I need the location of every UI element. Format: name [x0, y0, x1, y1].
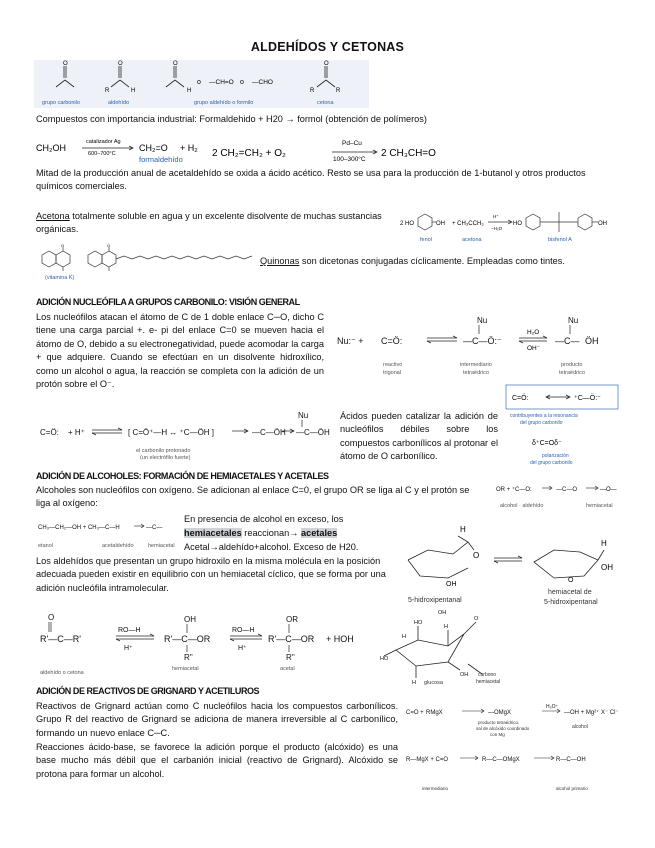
- svg-text:C=O +: C=O +: [406, 710, 424, 716]
- svg-text:—C—ÖH: —C—ÖH: [252, 428, 286, 437]
- mech-label-intermediario: intermediario: [460, 362, 492, 368]
- mech-label-tetraedrico-2: tetraédrico: [559, 370, 585, 376]
- functional-groups-figure: [34, 60, 369, 108]
- cho-double-bond: —CH=O: [209, 79, 234, 86]
- svg-text:OH: OH: [436, 221, 445, 227]
- exceso-line-3: Acetal→aldehído+alcohol. Exceso de H20.: [184, 542, 359, 552]
- hemiacetal-rpp: R'': [184, 653, 193, 662]
- svg-text:⁺C—Ö:⁻: ⁺C—Ö:⁻: [574, 395, 601, 402]
- exceso-line-2: [184, 527, 399, 540]
- svg-text:C=Ö:: C=Ö:: [40, 428, 59, 437]
- cyclic-hemiacetal-figure: [398, 520, 626, 608]
- label-fenol: fenol: [420, 237, 432, 243]
- formaldehido-cat-bottom: 600–700°C: [88, 151, 116, 157]
- svg-text:hemiacetal: hemiacetal: [586, 503, 613, 509]
- resonance-label-1: contribuyentes a la resonancia: [510, 413, 578, 419]
- formaldehido-product: CH₂=O: [139, 143, 168, 153]
- acetona-text: totalmente soluble en agua y un excelente disolvente de muchas sustancias orgánicas.: [36, 211, 382, 235]
- acetaldehido-cat-top: Pd–Cu: [342, 140, 362, 147]
- label-acetona-fig: acetona: [462, 237, 482, 243]
- svg-text:H: H: [187, 88, 192, 94]
- svg-text:H: H: [402, 634, 406, 640]
- svg-text:OR + ⁺C—O:: OR + ⁺C—O:: [496, 487, 532, 493]
- grignard-eq2-intermediate: R—C—OMgX: [482, 757, 520, 763]
- grignard-product: —OH + Mg²⁺ X⁻ Cl⁻: [564, 710, 619, 716]
- industrial-line: Compuestos con importancia industrial: Formaldehido + H20 → formol (obtención de polímeros): [36, 114, 427, 124]
- ring-h-left: H: [460, 525, 466, 534]
- svg-text:O: O: [474, 616, 479, 622]
- page-title: ALDEHÍDOS Y CETONAS: [250, 40, 405, 54]
- svg-text:—C—ÖH: —C—ÖH: [296, 428, 330, 437]
- mech-ohm: OH⁻: [527, 345, 541, 352]
- ciclico-paragraph: Los aldehídos que presentan un grupo hidroxilo en la misma molécula en la posición adecuada pueden existir en equilibrio con un hemiacetal cíclico, que se forma por una adición nucleófila intramolecular.: [36, 556, 386, 593]
- nucleofila-paragraph: Los nucleófilos atacan el átomo de C de 1 doble enlace C─O, dicho C tiene una carga parcial +. e- pi del enlace C=0 se mueven hacia el átomo de O, debido a su electronegatividad, puede acomodar la carga + que adquiere. Cuando se efectúan en un disolvente hidroxílico, como un alcohol o agua, la reacción se completa con la adición de un protón sobre el O⁻.: [36, 312, 324, 390]
- svg-text:+ H⁺: + H⁺: [68, 428, 85, 437]
- svg-text:etanol: etanol: [38, 543, 53, 549]
- hemiacetal-small-figure: [494, 469, 624, 511]
- hemiacetal-equation-figure: [36, 511, 182, 555]
- or-word: o: [240, 79, 244, 86]
- svg-text:OH: OH: [598, 221, 607, 227]
- bisphenol-cond-top: H⁺: [493, 214, 499, 219]
- svg-text:H: H: [412, 680, 416, 686]
- svg-text:hemiacetal: hemiacetal: [148, 543, 175, 549]
- reaccionan-text: reaccionan→: [241, 528, 301, 538]
- svg-text:O: O: [61, 243, 65, 248]
- svg-text:O: O: [107, 243, 111, 248]
- ring-oh-right: OH: [601, 563, 613, 572]
- svg-text:C=Ö:: C=Ö:: [512, 395, 529, 402]
- cho-condensed: —CHO: [252, 79, 273, 86]
- resonance-label-2: del grupo carbonilo: [520, 420, 563, 426]
- acetal-reactant: R'—C—R': [40, 634, 81, 644]
- grignard-alcohol-label: alcohol: [572, 724, 588, 730]
- hemiacetales-term: hemiacetales: [184, 528, 242, 538]
- svg-text:—C—: —C—: [146, 525, 163, 531]
- ring-label-left: 5-hidroxipentanal: [408, 597, 462, 604]
- svg-text:[ C=Ö⁺—H ↔ ⁺C—ÖH ]: [ C=Ö⁺—H ↔ ⁺C—ÖH ]: [128, 428, 215, 437]
- polarization-label-2: del grupo carbonilo: [530, 460, 573, 466]
- acetal-or: OR: [286, 615, 298, 624]
- svg-text:(vitamina K): (vitamina K): [45, 275, 75, 281]
- formaldehido-cat-top: catalizador Ag: [86, 139, 121, 145]
- ring-o-left: O: [473, 551, 480, 560]
- svg-text:δ⁺C=Oδ⁻: δ⁺C=Oδ⁻: [532, 440, 562, 447]
- acetaldehido-paragraph: Mitad de la producción anual de acetaldehído se oxida a ácido acético. Resto se usa para la producción de 1-butanol y otros productos químicos comerciales.: [36, 168, 586, 192]
- quinones-figure: [36, 243, 261, 283]
- acetona-paragraph: [36, 210, 396, 237]
- mech-nu-1: Nu: [477, 316, 488, 325]
- acidos-paragraph: Ácidos pueden catalizar la adición de nucleófilos débiles sobre los compuestos carbonílicos al protonar el átomo de O carbonílico.: [340, 411, 498, 462]
- hemiacetal-formula: R'—C—OR: [164, 634, 211, 644]
- svg-text:+ CH₃CCH₃: + CH₃CCH₃: [452, 221, 484, 227]
- bisphenol-cond-bottom: −H₂O: [491, 226, 503, 231]
- svg-text:Nu: Nu: [298, 411, 309, 420]
- grignard-alcohol2-label: alcohol primario: [556, 786, 588, 791]
- mech-label-reactivo: reactivo: [383, 362, 403, 368]
- grignard-paragraph-1: Reactivos de Grignard actúan como C nucleófilos hacia los compuestos carbonílicos. Grupo R del reactivo de Grignard se adiciona de manera irreversible al C carbonílico, formando un nuevo enlace C─C.: [36, 701, 398, 738]
- alcoholes-paragraph: Alcoholes son nucleófilos con oxígeno. Se adicionan al enlace C=0, el grupo OR se liga al C y el protón se liga al oxígeno:: [36, 485, 470, 509]
- heading-adicion-nucleofila: ADICIÓN NUCLEÓFILA A GRUPOS CARBONILO: VISIÓN GENERAL: [36, 297, 300, 307]
- svg-text:O: O: [63, 61, 68, 67]
- acetal-reagent2-top: RO—H: [232, 627, 255, 634]
- hemiacetal-oh: OH: [184, 615, 196, 624]
- svg-text:HO: HO: [414, 620, 423, 626]
- glucose-carbono-label: carbono: [478, 672, 497, 678]
- svg-text:HO: HO: [380, 656, 389, 662]
- svg-text:C=Ö:: C=Ö:: [381, 336, 403, 346]
- quinonas-term: Quinonas: [260, 256, 300, 266]
- svg-text:O: O: [118, 61, 123, 67]
- acid-label-2: (un electrófilo fuerte): [140, 455, 191, 461]
- svg-text:—C—: —C—: [555, 336, 580, 346]
- glucose-hemiacetal-label: hemiacetal: [476, 679, 501, 685]
- svg-text:H: H: [131, 88, 136, 94]
- label-grupo-formilo: grupo aldehído o formilo: [194, 100, 254, 106]
- quinonas-text: son dicetonas conjugadas cíclicamente. Empleadas como tintes.: [299, 256, 565, 266]
- ring-h-right: H: [601, 539, 607, 548]
- svg-text:R: R: [336, 88, 341, 94]
- svg-text:—O—: —O—: [600, 487, 617, 493]
- bisphenol-figure: [398, 208, 623, 246]
- svg-text:CH₃—CH₂—OH + CH₃—C—H: CH₃—CH₂—OH + CH₃—C—H: [38, 525, 120, 531]
- acetaldehido-product: 2 CH₃CH=O: [381, 148, 436, 159]
- acid-label-1: el carbonilo protonado: [136, 448, 191, 454]
- acid-catalysis-figure: [36, 408, 334, 468]
- mech-label-tetraedrico-1: tetraédrico: [463, 370, 489, 376]
- svg-text:acetaldehído: acetaldehído: [102, 543, 134, 549]
- general-mechanism-figure: [333, 310, 623, 382]
- svg-text:O: O: [324, 61, 329, 67]
- grignard-paragraph-2: Reacciones ácido-base, se favorece la adición porque el producto (alcóxido) es una base mucho más débil que el carbanión inicial (reactivo de Grignard). Alcóxido se protona para formar un alcohol.: [36, 742, 398, 779]
- svg-text:—C—Ö:⁻: —C—Ö:⁻: [463, 336, 502, 346]
- label-cetona: cetona: [317, 100, 334, 106]
- svg-text:alcohol · aldehído: alcohol · aldehído: [500, 503, 544, 509]
- polarization-label-1: polarización: [542, 453, 569, 459]
- acetal-rpp: R'': [286, 653, 295, 662]
- formaldehido-label: formaldehído: [139, 155, 183, 164]
- grignard-caption-c: con Mg: [490, 732, 505, 737]
- acetal-reagent-bottom: H⁺: [124, 645, 133, 652]
- svg-text:O: O: [48, 613, 55, 622]
- ring-label-right-2: 5-hidroxipentanal: [544, 599, 598, 606]
- grignard-intermediario-label: intermediario: [422, 786, 449, 791]
- svg-text:2 HO: 2 HO: [400, 221, 415, 227]
- grignard-caption-a: producto tetraédrico,: [478, 720, 520, 725]
- acetal-equation-figure: [36, 612, 381, 678]
- acetal-label-hemiacetal: hemiacetal: [172, 666, 199, 672]
- svg-text:R: R: [310, 88, 315, 94]
- grignard-alkoxide: —OMgX: [488, 710, 512, 716]
- acetaldehido-reactants: 2 CH₂=CH₂ + O₂: [212, 148, 286, 159]
- svg-text:H: H: [444, 624, 448, 630]
- svg-text:HO: HO: [513, 221, 522, 227]
- svg-text:O: O: [173, 61, 178, 67]
- label-grupo-carbonilo: grupo carbonilo: [42, 100, 80, 106]
- label-bisfenol: bisfenol A: [548, 237, 572, 243]
- grignard-figure: [404, 698, 626, 800]
- heading-grignard: ADICIÓN DE REACTIVOS DE GRIGNARD Y ACETILUROS: [36, 686, 260, 696]
- acetal-label-aldehido: aldehído o cetona: [40, 670, 84, 676]
- or-word: o: [197, 79, 201, 86]
- svg-text:OH: OH: [460, 672, 469, 678]
- mech-oh: ÖH: [585, 336, 599, 346]
- mech-nu-2: Nu: [568, 316, 579, 325]
- acetal-formula: R'—C—OR: [268, 634, 315, 644]
- svg-text:OH: OH: [438, 610, 447, 616]
- grignard-eq2-product: R—C—OH: [556, 757, 586, 763]
- quinonas-paragraph: [260, 255, 630, 268]
- industrial-equations: [36, 134, 466, 168]
- svg-text:Nu:⁻ +: Nu:⁻ +: [337, 336, 364, 346]
- ring-label-right-1: hemiacetal de: [548, 589, 592, 596]
- grignard-reagent: RMgX: [426, 710, 443, 716]
- grignard-h3o: H₃O⁺: [546, 704, 559, 710]
- acetona-term: Acetona: [36, 211, 70, 221]
- mech-label-producto: producto: [561, 362, 583, 368]
- grignard-caption-b: sal de alcóxido coordinado: [476, 726, 530, 731]
- acetal-reagent-top: RO—H: [118, 627, 141, 634]
- exceso-line-1: En presencia de alcohol en exceso, los: [184, 514, 344, 524]
- glucose-label: glucosa: [424, 680, 443, 686]
- glucose-figure: [378, 604, 506, 686]
- acetaldehido-cat-bottom: 100–300°C: [333, 156, 366, 163]
- ring-o-right: O: [568, 577, 574, 584]
- ring-oh-left: OH: [446, 581, 457, 588]
- formaldehido-reactant: CH₂OH: [36, 143, 66, 153]
- resonance-figure: [502, 383, 626, 473]
- acetal-byproduct: + HOH: [326, 634, 354, 644]
- grignard-eq2-reactants: R—MgX + C=O: [406, 757, 449, 763]
- svg-text:R: R: [105, 88, 110, 94]
- acetales-term: acetales: [300, 528, 338, 538]
- acetal-label-acetal: acetal: [280, 666, 295, 672]
- label-aldehido: aldehído: [108, 100, 130, 106]
- svg-text:—C—O: —C—O: [556, 487, 577, 493]
- acetal-reagent2-bottom: H⁺: [238, 645, 247, 652]
- mech-label-trigonal: trigonal: [383, 370, 402, 376]
- formaldehido-byproduct: + H₂: [180, 143, 198, 153]
- heading-adicion-alcoholes: ADICIÓN DE ALCOHOLES: FORMACIÓN DE HEMIACETALES Y ACETALES: [36, 471, 329, 481]
- mech-h2o: H₂O: [527, 329, 540, 336]
